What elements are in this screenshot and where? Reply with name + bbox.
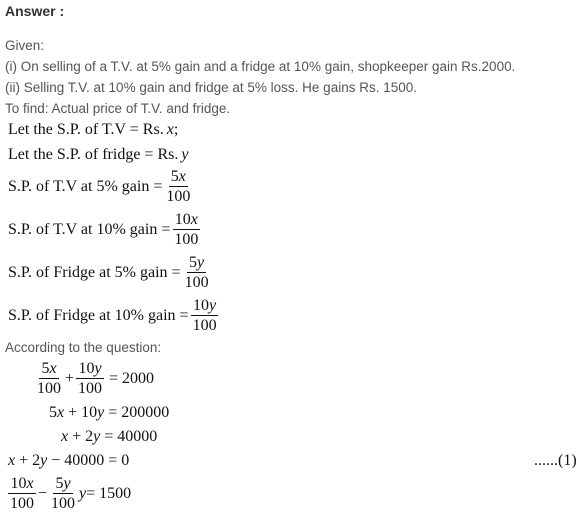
eq5-fraction-2: $\frac{5y}{100}$ (51, 475, 76, 512)
sp-row-fridge-10 (8, 297, 221, 334)
given-statement-2: (ii) Selling T.V. at 10% gain and fridge at 5% loss. He gains Rs. 1500. (5, 80, 417, 95)
sp-row-label: S.P. of Fridge at 10% gain = (8, 306, 189, 324)
given-label: Given: (5, 38, 45, 53)
let-fridge-text: Let the S.P. of fridge = Rs. (8, 146, 179, 163)
sp-row-fraction: $\frac{10x}{100}$ (174, 211, 199, 248)
equation-3: x + 2y = 40000 (61, 428, 158, 445)
sp-row-label: S.P. of Fridge at 5% gain = (8, 263, 181, 281)
eq1-fraction-2: $\frac{10y}{100}$ (78, 360, 103, 397)
answer-heading: Answer : (5, 3, 65, 19)
eq5-var: y (79, 484, 87, 502)
let-fridge-var: y (181, 146, 189, 163)
to-find-statement: To find: Actual price of T.V. and fridge. (5, 101, 231, 116)
eq5-fraction-1: $\frac{10x}{100}$ (10, 475, 34, 512)
sp-row-label: S.P. of T.V at 5% gain = (8, 177, 163, 195)
equation-4: x + 2y − 40000 = 0 (8, 452, 130, 469)
let-tv-statement (8, 121, 178, 139)
let-tv-text: Let the S.P. of T.V = Rs. (8, 121, 164, 138)
sp-row-tv-10 (8, 211, 202, 248)
eq1-operator: + (65, 369, 75, 387)
let-fridge-statement (8, 146, 188, 164)
sp-row-tv-5 (8, 168, 194, 205)
let-tv-var: x (166, 121, 174, 138)
eq1-fraction-1: $\frac{5x}{100}$ (37, 360, 61, 397)
sp-row-label: S.P. of T.V at 10% gain = (8, 220, 171, 238)
let-tv-end: ; (173, 121, 179, 138)
equation-2: 5x + 10y = 200000 (49, 404, 170, 421)
equation-tag-1: ......(1) (534, 452, 577, 469)
eq5-rhs: = 1500 (86, 484, 132, 502)
eq5-operator: − (38, 484, 48, 502)
equation-5 (6, 475, 131, 512)
equation-1 (33, 360, 154, 397)
sp-row-fraction: $\frac{5y}{100}$ (184, 254, 209, 291)
sp-row-fraction: $\frac{10y}{100}$ (192, 297, 217, 334)
sp-row-fraction: $\frac{5x}{100}$ (166, 168, 191, 205)
eq1-rhs: = 2000 (109, 369, 155, 387)
given-statement-1: (i) On selling of a T.V. at 5% gain and a fridge at 10% gain, shopkeeper gain Rs.2000. (5, 59, 516, 74)
sp-row-fridge-5 (8, 254, 213, 291)
according-label: According to the question: (5, 340, 162, 355)
